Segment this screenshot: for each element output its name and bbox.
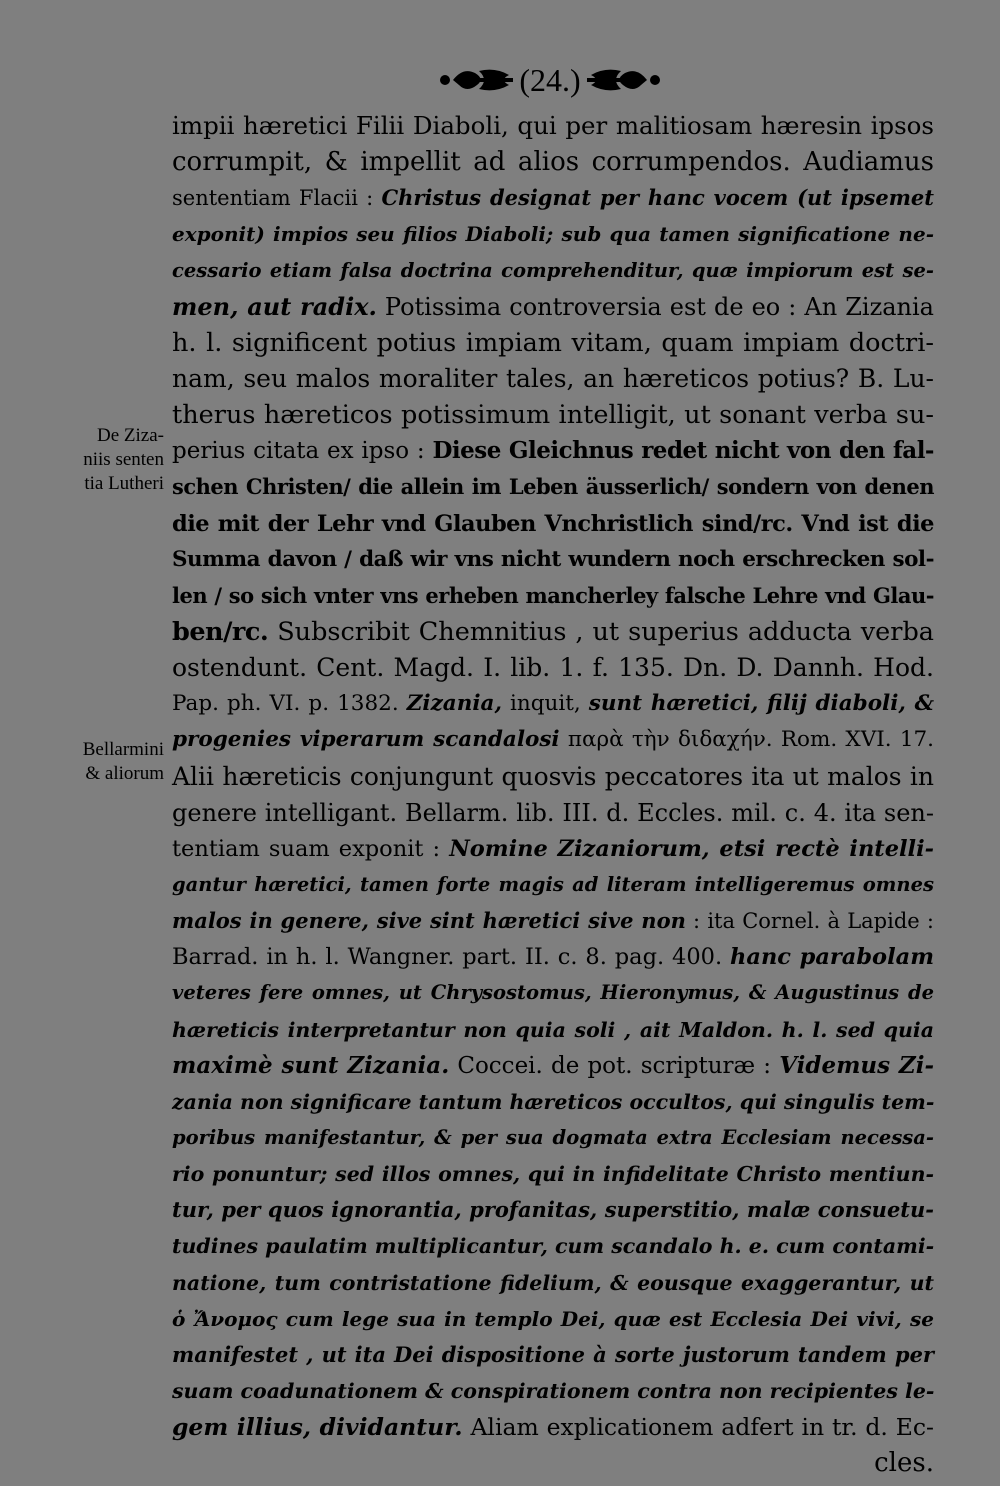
text-segment: Coccei. de pot. scripturæ : [449,1052,780,1079]
text-segment: ostendunt. Cent. Magd. I. lib. 1. f. 135. Dn. D. Dannh. Hod. [172,653,934,683]
text-segment: perius citata ex ipso : [172,438,433,465]
text-line [172,1337,934,1373]
text-line [172,759,934,795]
text-line [172,939,934,975]
text-segment: poribus manifestantur, & per sua dogmata extra Ecclesiam necessa- [172,1125,934,1149]
text-line [172,722,934,758]
text-line [172,1228,934,1264]
text-line [172,1265,934,1301]
text-line [172,1156,934,1192]
margin-note-luther [40,424,164,496]
text-line [172,542,934,578]
text-segment: : ita Cornel. à Lapide : [685,909,934,934]
text-line [172,469,934,505]
text-segment: manifestet , ut ita Dei dispositione à sorte justorum tandem per [172,1341,934,1367]
text-line [172,144,934,180]
text-segment: Zizania, [406,691,502,717]
text-line [172,506,934,542]
text-segment: Alii hæreticis conjungunt quosvis peccatores ita ut malos in [172,761,934,791]
text-line [172,1445,934,1481]
text-segment: suam coadunationem & conspirationem contra non recipientes le- [172,1378,935,1403]
text-segment: corrumpit, & impellit ad alios corrumpendos. Audiamus [172,147,934,178]
text-segment: inquit, [501,691,589,717]
text-line [172,180,934,216]
text-line [172,975,934,1011]
text-segment: die mit der Lehr vnd Glauben Vnchristlich sind/rc. Vnd ist die [172,510,934,537]
text-segment: Summa davon / daß wir vns nicht wundern noch erschrecken sol- [172,546,934,572]
text-line [172,867,934,903]
text-segment: malos in genere, sive sint hæretici sive non [172,908,686,934]
text-segment: impii hæretici Filii Diaboli, qui per malitiosam hæresin ipsos [172,111,934,140]
text-segment: hæreticis interpretantur non quia soli , ait Maldon. h. l. sed quia [172,1017,934,1042]
text-line [172,650,934,686]
text-segment: Christus designat per hanc vocem (ut ipsemet [381,185,934,211]
text-segment: Aliam explicationem adfert in tr. d. Ec- [462,1413,934,1442]
text-line [172,1192,934,1228]
text-segment: schen Christen/ die allein im Leben äusserlich/ sondern von denen [172,474,934,500]
text-segment: h. l. significent potius impiam vitam, quam impiam doctri- [172,327,934,358]
text-segment: Subscribit Chemnitius , ut superius adducta verba [268,616,934,647]
margin-note-line: Bellarmini [82,739,164,760]
right-ornament-icon [585,65,663,95]
text-segment: len / so sich vnter vns erheben mancherley falsche Lehre vnd Glau- [172,582,934,608]
text-line [172,686,934,722]
text-segment: cles. [874,1448,934,1479]
text-line [172,903,934,939]
text-line [172,216,934,252]
text-line [172,108,934,144]
text-segment: Nomine Zizaniorum, etsi rectè intelli- [449,835,934,862]
text-segment: παρὰ τὴν διδαχήν. [559,727,781,753]
text-segment: men, aut radix. [172,291,377,321]
text-line [172,795,934,831]
text-line [172,1409,934,1445]
text-segment: tentiam suam exponit : [172,835,450,862]
text-line [172,1048,934,1084]
text-segment: genere intelligant. Bellarm. lib. III. d. Eccles. mil. c. 4. ita sen- [172,798,934,827]
text-line [172,831,934,867]
text-line [172,325,934,361]
text-segment: gantur hæretici, tamen forte magis ad literam intelligeremus omnes [172,872,934,896]
margin-note-bellarmine [40,738,164,786]
text-line [172,289,934,325]
text-line [172,253,934,289]
text-segment: Potissima controversia est de eo : An Zizania [376,292,934,321]
left-ornament-icon [437,65,515,95]
text-segment: exponit) impios seu filios Diaboli; sub qua tamen significatione ne- [172,222,934,247]
margin-note-line: & aliorum [85,763,164,784]
text-segment: therus hæreticos potissimum intelligit, ut sonant verba su- [172,400,934,431]
text-segment: ὁ Ἄνομος cum lege sua in templo Dei, quæ est Ecclesia Dei vivi, se [172,1306,934,1331]
text-segment: natione, tum contristatione fidelium, & eousque exaggerantur, ut [172,1270,934,1295]
text-segment: cessario etiam falsa doctrina comprehenditur, quæ impiorum est se- [172,258,934,282]
page-number: (24.) [519,62,581,98]
text-segment: Barrad. in h. l. Wangner. part. II. c. 8. pag. 400. [172,944,731,971]
text-line [172,397,934,433]
text-segment: sunt hæretici, filij diaboli, & [588,691,934,717]
text-segment: Rom. XVI. 17. [780,727,935,753]
text-line [172,614,934,650]
margin-note-line: De Ziza- [97,425,164,446]
text-segment: Pap. ph. VI. p. 1382. [172,691,407,717]
text-segment: hanc parabolam [730,944,935,971]
margin-note-line: tia Lutheri [84,473,164,494]
page-header [410,58,690,102]
text-segment: Diese Gleichnus redet nicht von den fal- [432,437,934,465]
text-segment: gem illius, dividantur. [172,1413,463,1442]
text-line [172,1301,934,1337]
text-segment: tur, per quos ignorantia, profanitas, superstitio, malæ consuetu- [172,1197,934,1223]
text-segment: rio ponuntur; sed illos omnes, qui in infidelitate Christo mentiun- [172,1162,934,1187]
text-segment: sententiam Flacii : [172,186,382,211]
text-segment: Videmus Zi- [779,1051,934,1079]
body-text [172,108,934,1481]
margin-note-line: niis senten [83,449,164,470]
text-line [172,1373,934,1409]
text-segment: zania non significare tantum hæreticos occultos, qui singulis tem- [172,1089,935,1114]
text-line [172,433,934,469]
text-segment: nam, seu malos moraliter tales, an hæreticos potius? B. Lu- [172,363,934,393]
text-line [172,578,934,614]
text-line [172,1084,934,1120]
text-segment: veteres fere omnes, ut Chrysostomus, Hieronymus, & Augustinus de [172,981,934,1005]
text-line [172,361,934,397]
text-segment: tudines paulatim multiplicantur, cum scandalo h. e. cum contami- [172,1234,935,1259]
text-segment: progenies viperarum scandalosi [172,727,560,753]
text-segment: maximè sunt Zizania. [172,1051,450,1079]
text-line [172,1120,934,1156]
text-segment: ben/rc. [172,616,269,647]
text-line [172,1012,934,1048]
